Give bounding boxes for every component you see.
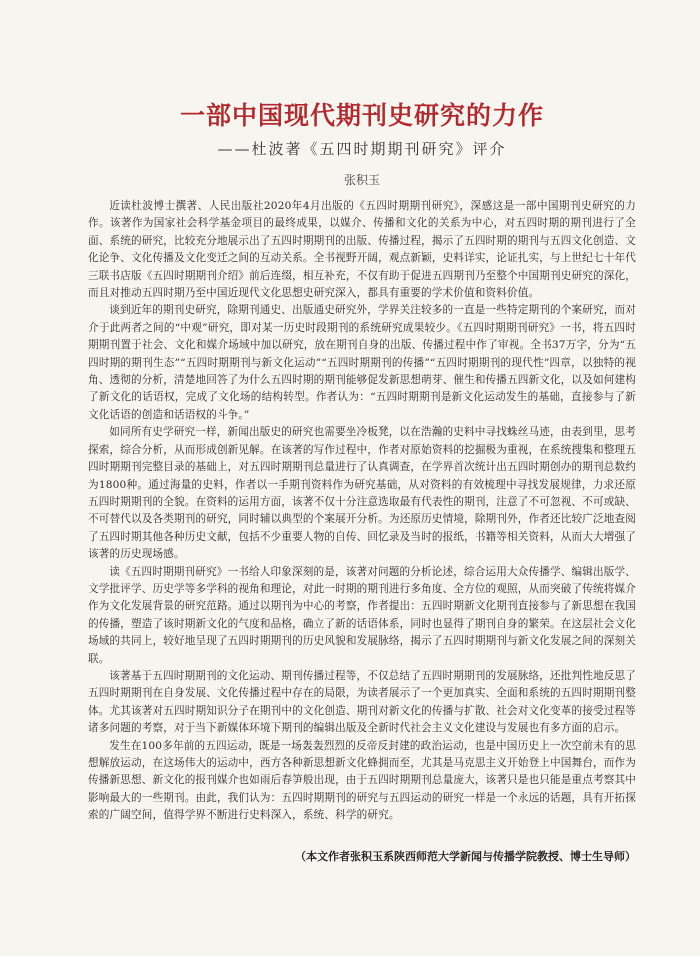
article-body (88, 198, 636, 825)
paragraph: 该著基于五四时期期刊的文化运动、期刊传播过程等，不仅总结了五四时期期刊的发展脉络，还批判性地反思了五四时期期刊在自身发展、文化传播过程中存在的局限，为读者展示了一个更加真实、全面和系统的五四时期期刊整体。尤其该著对五四时期知识分子在期刊中的文化创造、期刊对新文化的传播与扩散、社会对文化变革的接受过程等诸多问题的考察，对于当下新媒体环境下期刊的编辑出版及全新时代社会主义文化建设与发展也有多方面的启示。 (88, 669, 636, 735)
paragraph: 如同所有史学研究一样，新闻出版史的研究也需要坐冷板凳，以在浩瀚的史料中寻找蛛丝马迹，由表到里，思考探索，综合分析，从而形成创新见解。在该著的写作过程中，作者对原始资料的挖掘极为重视，在系统搜集和整理五四时期期刊完整目录的基础上，对五四时期期刊总量进行了认真调查，在学界首次统计出五四时期创办的期刊总数约为1800种。通过海量的史料，作者以一手期刊资料作为研究基础，从对资料的有效梳理中寻找发展规律，力求还原五四时期期刊的全貌。在资料的运用方面，该著不仅十分注意选取最有代表性的期刊，注意了不可忽视、不可或缺、不可替代以及各类期刊的研究，同时辅以典型的个案展开分析。为还原历史情境，除期刊外，作者还比较广泛地查阅了五四时期其他各种历史文献，包括不少重要人物的自传、回忆录及当时的报纸，书籍等相关资料，从而大大增强了该著的历史现场感。 (88, 426, 636, 561)
author-name: 张积玉 (343, 173, 380, 187)
paragraph: 谈到近年的期刊史研究，除期刊通史、出版通史研究外，学界关注较多的一直是一些特定期刊的个案研究，而对介于此两者之间的“中观”研究，即对某一历史时段期刊的系统研究成果较少。《五四时期期刊研究》一书，将五四时期期刊置于社会、文化和媒介场域中加以研究，放在期刊自身的出版、传播过程中作了审视。全书37万字，分为“五四时期的期刊生态”“五四时期期刊与新文化运动”“五四时期期刊的传播”“五四时期期刊的现代性”四章，以独特的视角、透彻的分析，清楚地回答了为什么五四时期的期刊能够促发新思想萌芽、催生和传播五四新文化，以及如何建构了新文化的话语权，完成了文化场的结构转型。作者认为：“五四时期期刊是新文化运动发生的基础，直接参与了新文化话语的创造和话语权的斗争。” (88, 304, 636, 421)
paragraph: 近读杜波博士撰著、人民出版社2020年4月出版的《五四时期期刊研究》，深感这是一部中国期刊史研究的力作。该著作为国家社会科学基金项目的最终成果，以媒介、传播和文化的关系为中心，对五四时期的期刊进行了全面、系统的研究，比较充分地展示出了五四时期期刊的出版、传播过程，揭示了五四时期的期刊与五四文化创造、文化论争、文化传播及文化变迁之间的互动关系。全书视野开阔，观点新颖，史料详实，论证扎实，与上世纪七十年代三联书店版《五四时期期刊介绍》前后连缀，相互补充，不仅有助于促进五四期刊乃至整个中国期刊史研究的深化，而且对推动五四时期乃至中国近现代文化思想史研究深入，都具有重要的学术价值和资料价值。 (88, 200, 636, 300)
author-note: （本文作者张积玉系陕西师范大学新闻与传播学院教授、博士生导师） (295, 850, 636, 863)
paragraph: 发生在100多年前的五四运动，既是一场轰轰烈烈的反帝反封建的政治运动，也是中国历史上一次空前未有的思想解放运动，在这场伟大的运动中，西方各种新思想新文化蜂拥而至，尤其是马克思主义开始登上中国舞台，而作为传播新思想、新文化的报刊媒介也如雨后春笋般出现，由于五四时期期刊总量庞大，该著只是也只能是重点考察其中影响最大的一些期刊。由此，我们认为：五四时期期刊的研究与五四运动的研究一样是一个永远的话题，具有开拓探索的广阔空间，值得学界不断进行史料深入，系统、科学的研究。 (88, 739, 636, 822)
article-title: 一部中国现代期刊史研究的力作 (179, 101, 544, 130)
paragraph: 读《五四时期期刊研究》一书给人印象深刻的是，该著对问题的分析论述，综合运用大众传播学、编辑出版学、文学批评学、历史学等多学科的视角和理论，对此一时期的期刊进行多角度、全方位的观照，从而突破了传统将媒介作为文化发展背景的研究范路。通过以期刊为中心的考察，作者提出：五四时期新文化期刊直接参与了新思想在我国的传播，塑造了该时期新文化的气度和品格，确立了新的话语体系，同时也显得了期刊自身的繁荣。在这层社会文化场域的共同上，较好地呈现了五四时期期刊的历史风貌和发展脉络，揭示了五四时期期刊与新文化发展之间的深刻关联。 (88, 565, 636, 665)
article-subtitle: ——杜波著《五四时期期刊研究》评介 (217, 140, 507, 158)
